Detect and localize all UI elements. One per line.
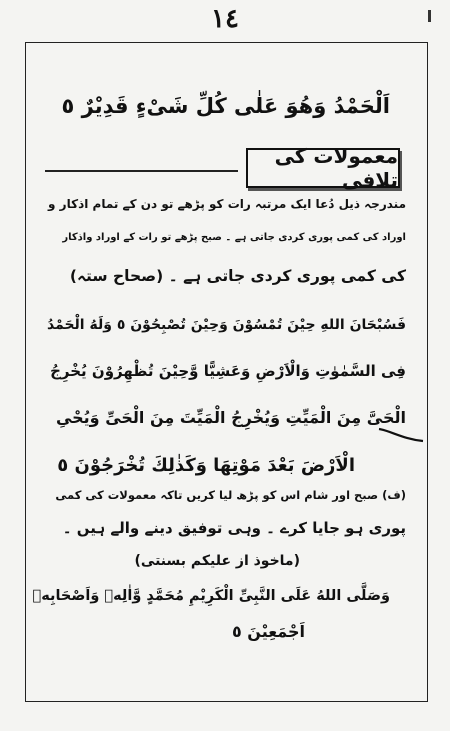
page-number: ١٤: [211, 4, 239, 34]
salawat-line-2: اَجْمَعِیْنَ ٥: [231, 622, 305, 641]
calligraphy-swash: [377, 425, 425, 445]
instruction-line-2: اوراد کی کمی پوری کردی جاتی ہے ۔ صبح پڑھے تو رات کے اوراد واذکار: [62, 232, 406, 243]
heading-underline: [45, 170, 238, 172]
note-line-2: پوری ہو جایا کرے ۔ وہی توفیق دینے والے ہیں ۔: [62, 519, 406, 537]
section-heading: [246, 144, 400, 192]
source-citation: (ماخوذ از علیکم بسنتی): [134, 553, 300, 569]
instruction-line-1: مندرجہ ذیل دُعا ایک مرتبہ رات کو پڑھے تو دن کے تمام اذکار و: [48, 197, 406, 211]
salawat-line-1: وَصَلَّى اللهُ عَلَى النَّبِیِّ الْكَرِیْمِ مُحَمَّدٍ وَّاٰلِهٖ وَاَصْحَابِهٖ: [32, 588, 390, 604]
section-heading-text: معمولات کی تلافی: [274, 144, 398, 192]
arabic-verse-line-1: فَسُبْحَانَ اللهِ حِیْنَ تُمْسُوْنَ وَحِیْنَ تُصْبِحُوْنَ ٥ وَلَهُ الْحَمْدُ: [46, 317, 406, 333]
arabic-verse-line-4: الْاَرْضَ بَعْدَ مَوْتِهَا وَكَذٰلِكَ تُخْرَجُوْنَ ٥: [57, 455, 355, 476]
note-line-1: (ف) صبح اور شام اس کو پڑھ لیا کریں تاکہ معمولات کی کمی: [55, 488, 406, 502]
instruction-line-3: کی کمی پوری کردی جاتی ہے ۔ (صحاح ستہ): [69, 267, 406, 285]
opening-verse: اَلْحَمْدُ وَھُوَ عَلٰى كُلِّ شَیْءٍ قَدِیْرٌ ٥: [61, 94, 390, 118]
arabic-verse-line-2: فِی السَّمٰوٰتِ وَالْاَرْضِ وَعَشِیًّا وَّحِیْنَ تُظْهِرُوْنَ یُخْرِجُ: [50, 362, 406, 380]
arabic-verse-line-3: الْحَیَّ مِنَ الْمَیِّتِ وَیُخْرِجُ الْمَیِّتَ مِنَ الْحَیِّ وَیُحْیِ: [55, 408, 406, 427]
